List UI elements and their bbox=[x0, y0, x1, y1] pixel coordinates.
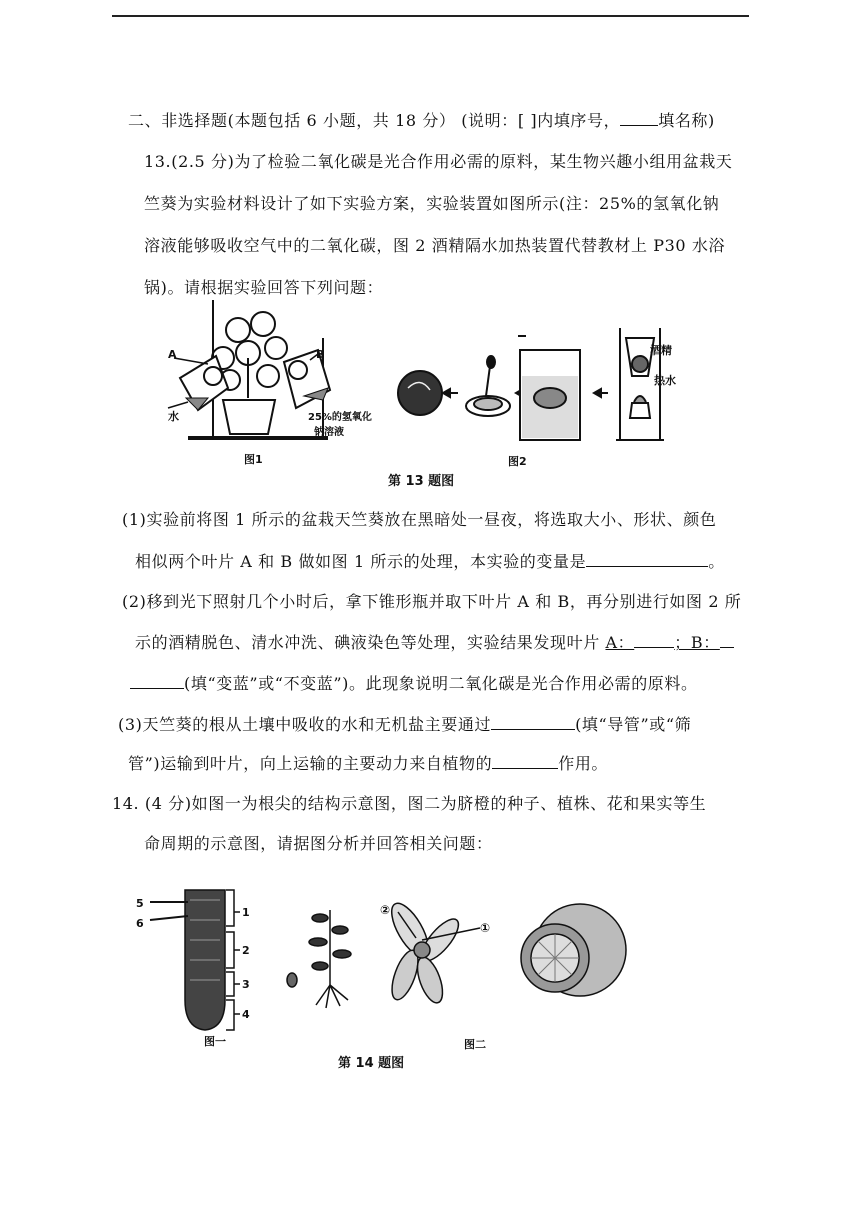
fig14-label-circle-2: ② bbox=[380, 903, 391, 917]
q13-line3: 溶液能够吸收空气中的二氧化碳，图 2 酒精隔水加热装置代替教材上 P30 水浴 bbox=[144, 236, 726, 255]
q14-line2: 命周期的示意图，请据图分析并回答相关问题： bbox=[144, 834, 493, 853]
q13-p3-line1 bbox=[118, 714, 691, 735]
fig14-label-4: 4 bbox=[242, 1008, 250, 1021]
heading-blank bbox=[620, 110, 658, 126]
q13-p3-line2 bbox=[128, 753, 608, 774]
q13-result-a-blank[interactable] bbox=[634, 632, 674, 648]
fig13-caption-2: 图2 bbox=[508, 455, 527, 468]
fig13-label-naoh-1: 25%的氢氧化 bbox=[308, 412, 372, 423]
q13-p2-line1: (2)移到光下照射几个小时后，拿下锥形瓶并取下叶片 A 和 B，再分别进行如图 2 所 bbox=[122, 592, 742, 611]
q13-p3-line1-b: (填“导管”或“筛 bbox=[575, 715, 692, 734]
fig14-label-6: 6 bbox=[136, 917, 144, 930]
q13-p3-line1-a: (3)天竺葵的根从土壤中吸收的水和无机盐主要通过 bbox=[118, 715, 492, 734]
fig13-caption-1: 图1 bbox=[244, 453, 263, 466]
fig14-caption-one: 图一 bbox=[204, 1035, 226, 1048]
q13-force-blank[interactable] bbox=[492, 753, 558, 769]
q13-p2-line2-text: 示的酒精脱色、清水冲洗、碘液染色等处理，实验结果发现叶片 bbox=[135, 633, 606, 652]
q13-line1: 13.(2.5 分)为了检验二氧化碳是光合作用必需的原料，某生物兴趣小组用盆栽天 bbox=[144, 152, 733, 171]
fig14-root-tip bbox=[150, 890, 240, 1030]
fig13-label-b: B bbox=[316, 348, 325, 361]
section-heading-part3: 填名称) bbox=[658, 111, 715, 130]
q13-p1-line2-text: 相似两个叶片 A 和 B 做如图 1 所示的处理，本实验的变量是 bbox=[135, 552, 587, 571]
q13-line2: 竺葵为实验材料设计了如下实验方案，实验装置如图所示(注：25%的氢氧化钠 bbox=[144, 194, 720, 213]
fig13-label-alcohol: 酒精 bbox=[650, 344, 672, 357]
fig13-label-naoh-2: 钠溶液 bbox=[314, 427, 344, 438]
fig13-diagram-1 bbox=[168, 300, 330, 438]
q13-p2-line2 bbox=[135, 632, 734, 653]
q13-result-b-blank-head[interactable] bbox=[720, 632, 734, 648]
fig14-caption-two: 图二 bbox=[464, 1038, 486, 1051]
fig14-label-circle-1: ① bbox=[480, 921, 491, 935]
q13-transport-blank[interactable] bbox=[491, 714, 575, 730]
section-heading-part2: ]内填序号， bbox=[530, 111, 621, 130]
q13-p2-a-label: A： bbox=[605, 633, 635, 652]
fig14-life-cycle bbox=[287, 898, 626, 1008]
fig13-label-water: 水 bbox=[168, 410, 179, 423]
fig13-diagram-2 bbox=[398, 328, 664, 440]
q13-p2-sep: ；B： bbox=[674, 633, 720, 652]
q13-p3-line2-a: 管”)运输到叶片，向上运输的主要动力来自植物的 bbox=[128, 754, 493, 773]
q13-line4: 锅)。请根据实验回答下列问题： bbox=[144, 278, 384, 297]
q13-p1-line2-end: 。 bbox=[708, 552, 725, 571]
q13-variable-blank[interactable] bbox=[586, 551, 708, 567]
fig14-label-5: 5 bbox=[136, 897, 144, 910]
top-rule bbox=[112, 15, 749, 17]
q14-figure-caption: 第 14 题图 bbox=[338, 1056, 405, 1071]
q13-figure-caption: 第 13 题图 bbox=[388, 474, 455, 489]
section-heading-part1: 二、非选择题(本题包括 6 小题，共 18 分） (说明：[ bbox=[128, 111, 531, 130]
q13-p1-line2 bbox=[135, 551, 725, 572]
q13-p2-line3 bbox=[130, 673, 698, 694]
fig13-label-hotwater: 热水 bbox=[654, 374, 676, 387]
figure-13 bbox=[168, 298, 676, 468]
q14-line1: 14. (4 分)如图一为根尖的结构示意图，图二为脐橙的种子、植株、花和果实等生 bbox=[112, 794, 707, 813]
figure-14 bbox=[130, 880, 650, 1070]
q13-p1-line1: (1)实验前将图 1 所示的盆栽天竺葵放在黑暗处一昼夜，将选取大小、形状、颜色 bbox=[122, 510, 717, 529]
fig13-label-a: A bbox=[168, 348, 177, 361]
q13-p3-line2-b: 作用。 bbox=[558, 754, 609, 773]
q13-result-b-blank[interactable] bbox=[130, 673, 184, 689]
q13-p2-line3-text: (填“变蓝”或“不变蓝”)。此现象说明二氧化碳是光合作用必需的原料。 bbox=[184, 674, 698, 693]
fig14-label-2: 2 bbox=[242, 944, 250, 957]
fig14-label-1: 1 bbox=[242, 906, 250, 919]
section-heading bbox=[128, 110, 715, 131]
fig14-label-3: 3 bbox=[242, 978, 250, 991]
